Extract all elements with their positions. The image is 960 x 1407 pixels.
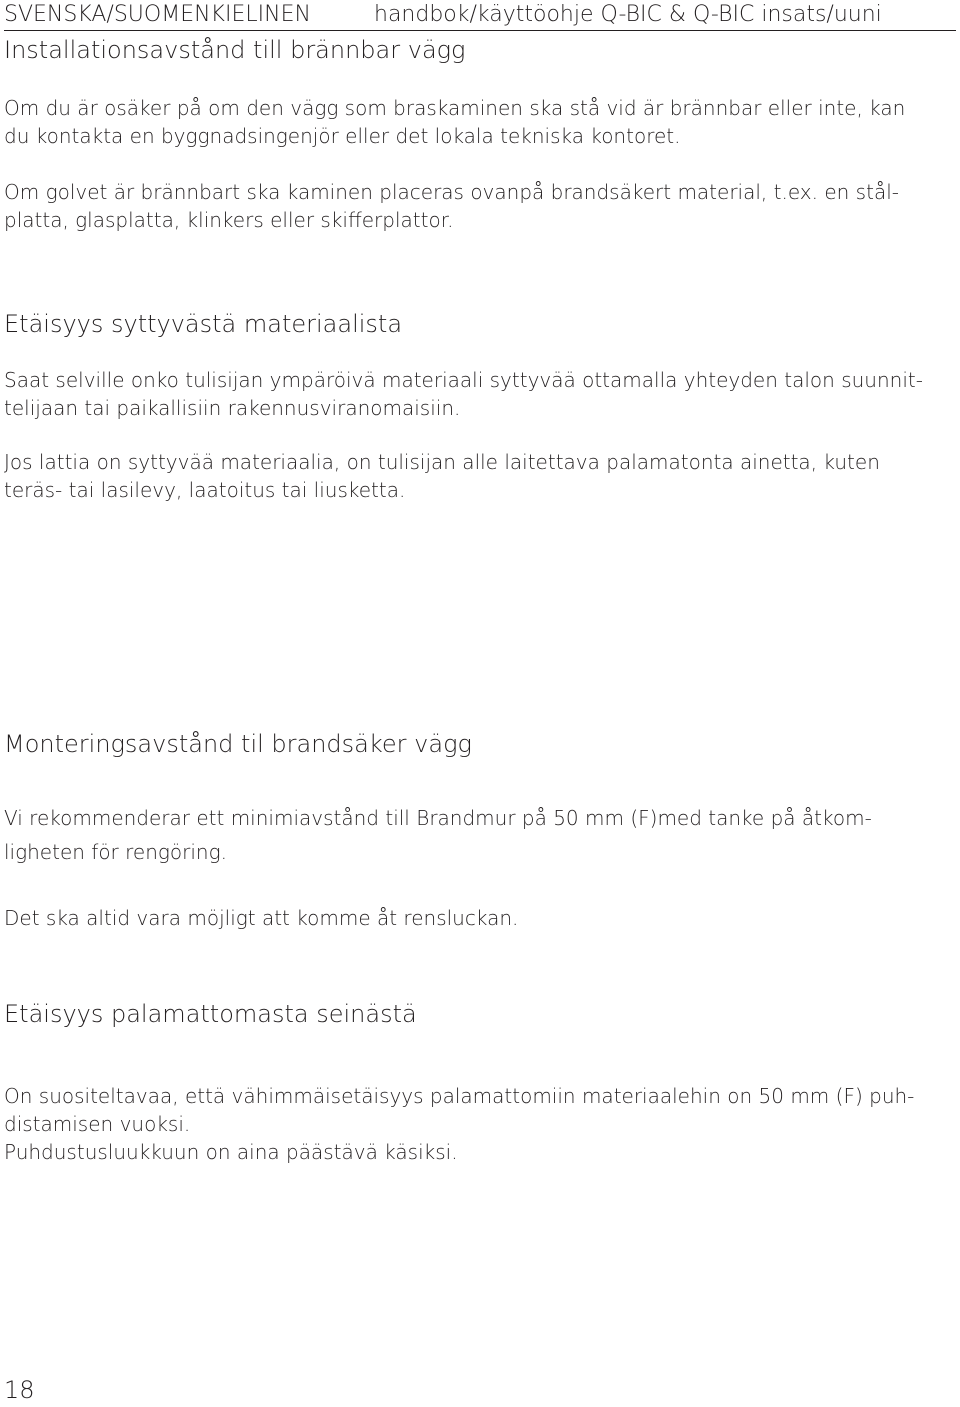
header-document-title: handbok/käyttöohje Q-BIC & Q-BIC insats/uuni (374, 2, 882, 27)
header-language: SVENSKA/SUOMENKIELINEN (4, 2, 311, 27)
paragraph-line: Om du är osäker på om den vägg som braskaminen ska stå vid är brännbar eller inte, kan (4, 96, 906, 120)
section-title-etaisyys-syttyvasta: Etäisyys syttyvästä materiaalista (4, 310, 403, 338)
paragraph-line: telijaan tai paikallisiin rakennusviranomaisiin. (4, 396, 461, 420)
page-header (4, 0, 956, 31)
paragraph-line: teräs- tai lasilevy, laatoitus tai liusketta. (4, 478, 406, 502)
paragraph-line: Vi rekommenderar ett minimiavstånd till Brandmur på 50 mm (F)med tanke på åtkom- (4, 806, 872, 830)
paragraph-line: Det ska altid vara möjligt att komme åt rensluckan. (4, 906, 519, 930)
page-number: 18 (4, 1376, 35, 1404)
paragraph-line: distamisen vuoksi. (4, 1112, 191, 1136)
paragraph-line: Jos lattia on syttyvää materiaalia, on tulisijan alle laitettava palamatonta ainetta, kuten (4, 450, 880, 474)
paragraph-line: ligheten för rengöring. (4, 840, 227, 864)
section-title-installationsavstand: Installationsavstånd till brännbar vägg (4, 36, 466, 64)
paragraph-line: Saat selville onko tulisijan ympäröivä materiaali syttyvää ottamalla yhteyden talon suunnit- (4, 368, 923, 392)
section-title-monteringsavstand: Monteringsavstånd til brandsäker vägg (4, 730, 472, 758)
paragraph-line: Puhdustusluukkuun on aina päästävä käsiksi. (4, 1140, 458, 1164)
paragraph-line: du kontakta en byggnadsingenjör eller det lokala tekniska kontoret. (4, 124, 681, 148)
section-title-etaisyys-palamattomasta: Etäisyys palamattomasta seinästä (4, 1000, 417, 1028)
paragraph-line: Om golvet är brännbart ska kaminen placeras ovanpå brandsäkert material, t.ex. en stål- (4, 180, 899, 204)
paragraph-line: platta, glasplatta, klinkers eller skifferplattor. (4, 208, 454, 232)
paragraph-line: On suositeltavaa, että vähimmäisetäisyys palamattomiin materiaalehin on 50 mm (F) puh- (4, 1084, 915, 1108)
